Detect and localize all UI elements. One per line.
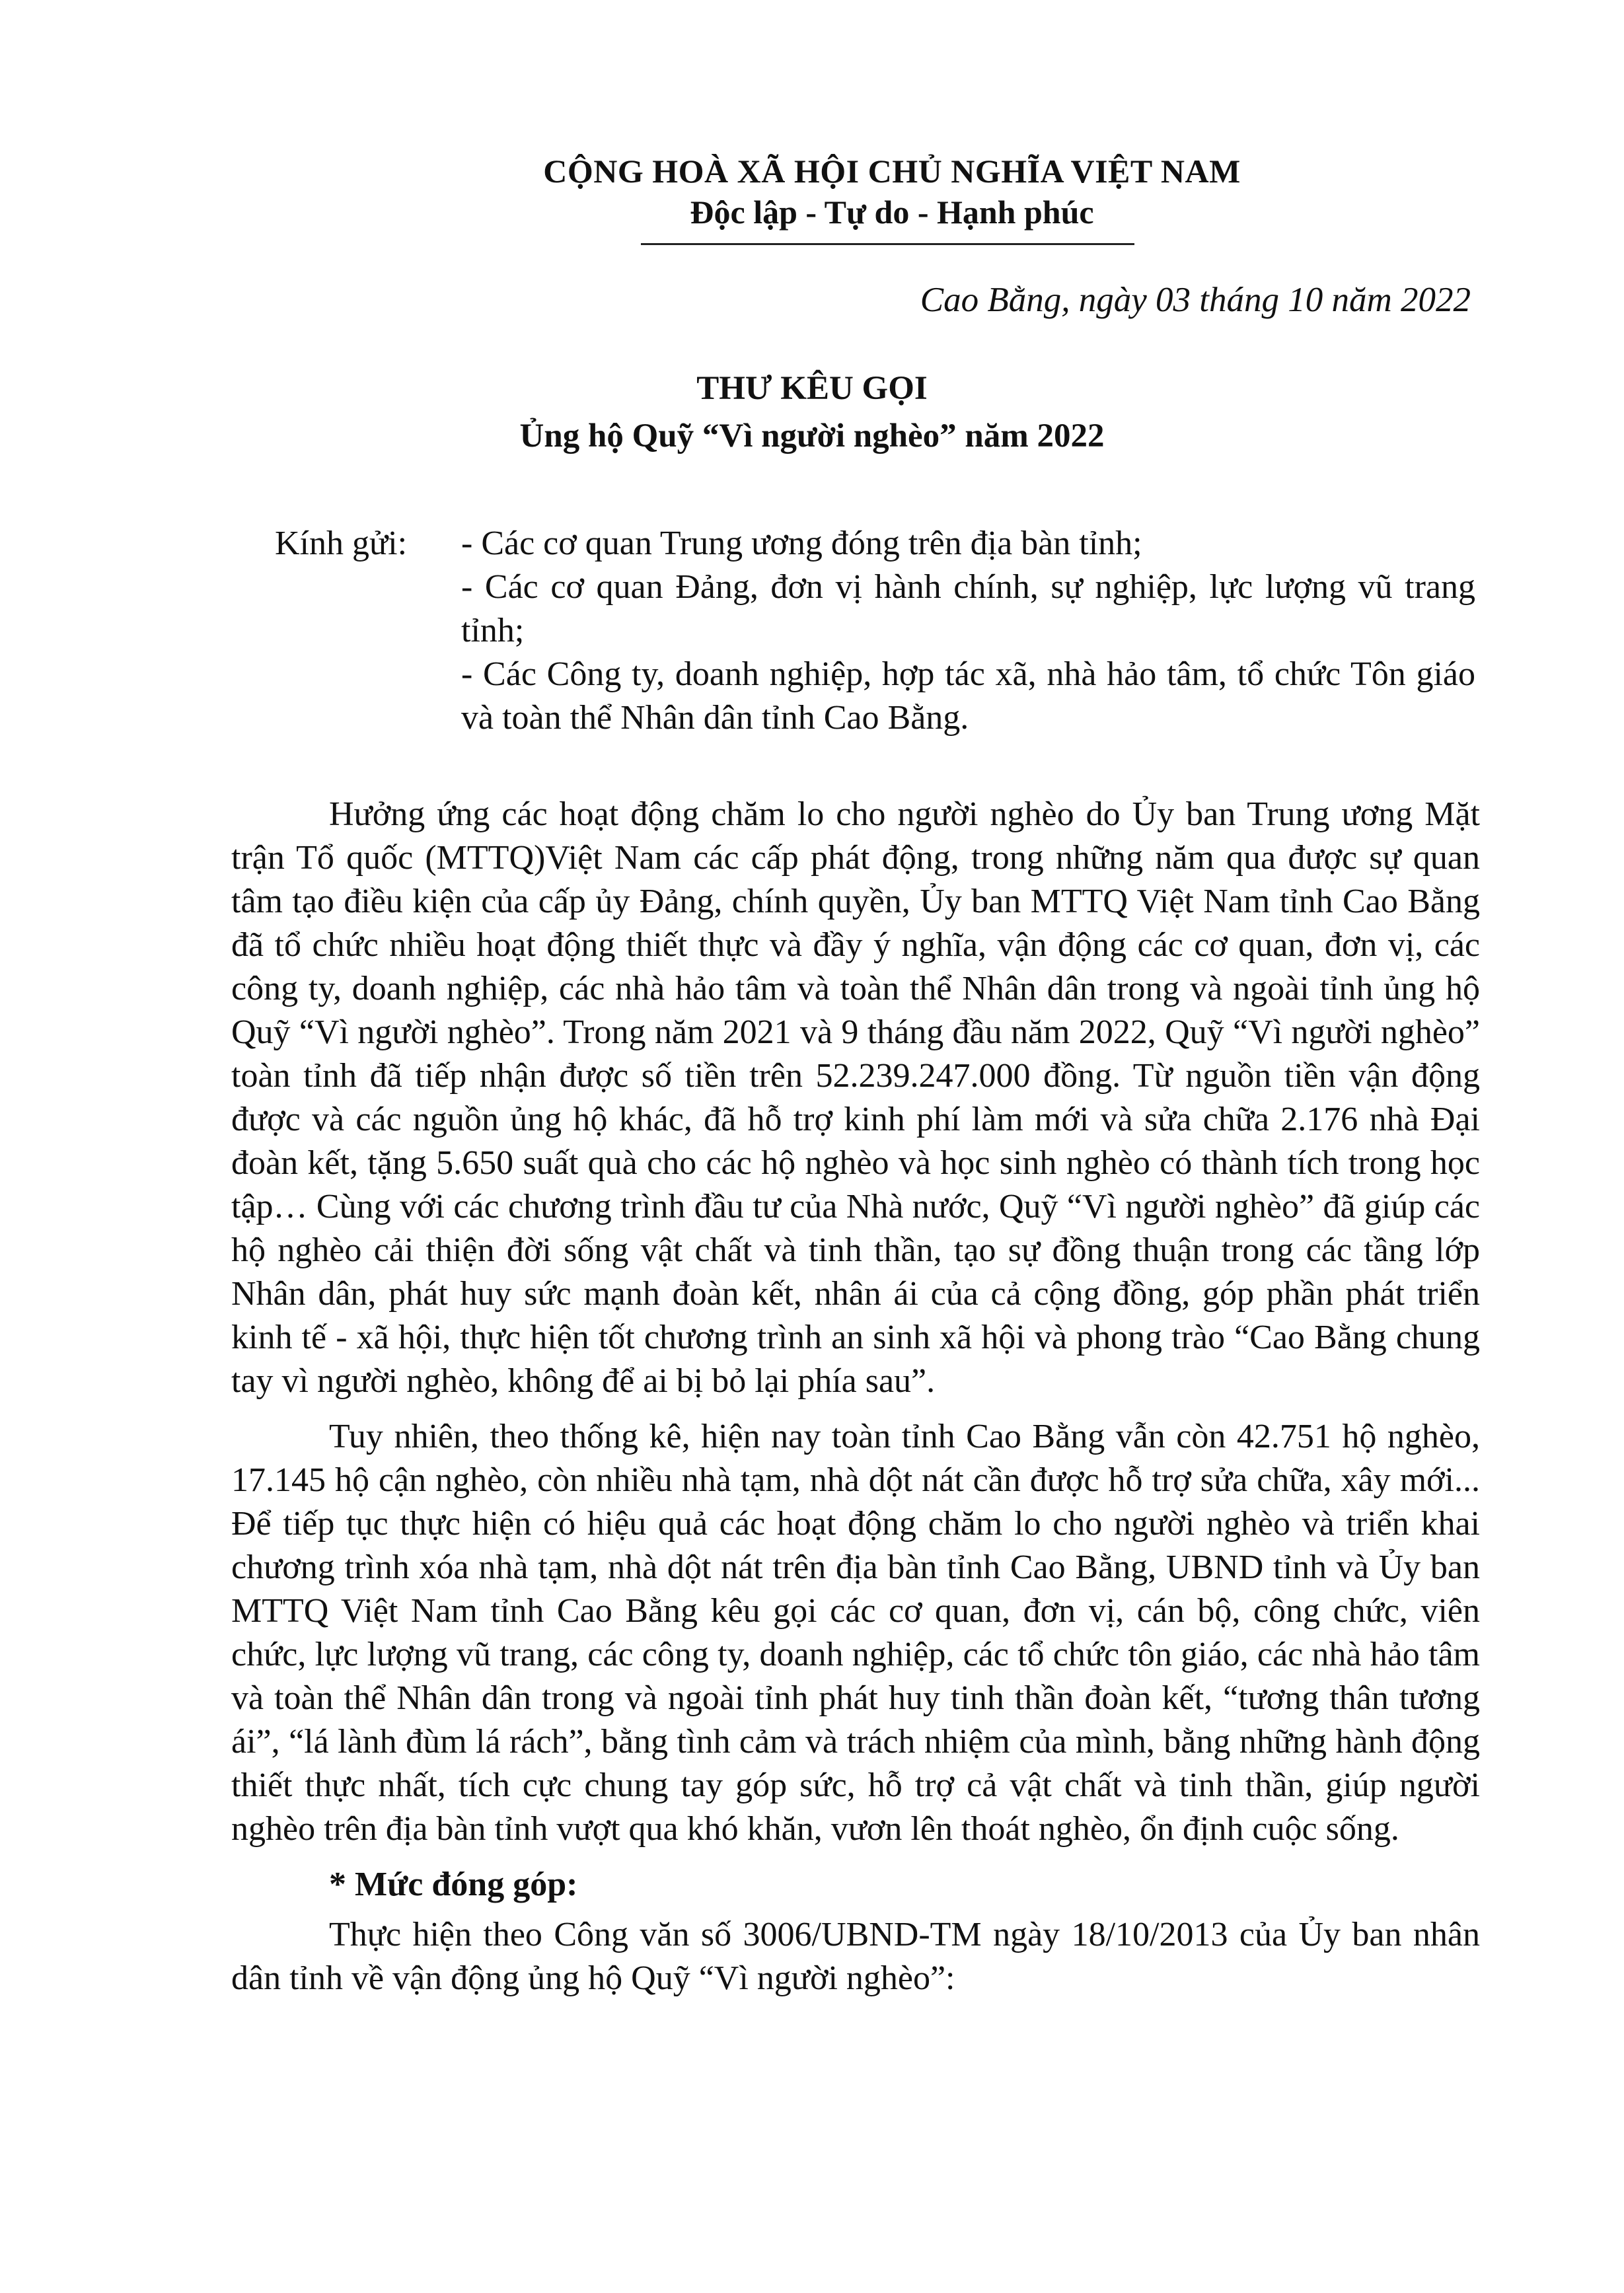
recipient-item: - Các cơ quan Đảng, đơn vị hành chính, sự nghiệp, lực lượng vũ trang tỉnh; [461,568,1475,649]
body-paragraph-2: Tuy nhiên, theo thống kê, hiện nay toàn tỉnh Cao Bằng vẫn còn 42.751 hộ nghèo, 17.145 hộ cận nghèo, còn nhiều nhà tạm, nhà dột nát cần được hỗ trợ sửa chữa, xây mới... Để tiếp tục thực hiện có hiệu quả các hoạt động chăm lo cho người nghèo và triển khai chương trình xóa nhà tạm, nhà dột nát trên địa bàn tỉnh Cao Bằng, UBND tỉnh và Ủy ban MTTQ Việt Nam tỉnh Cao Bằng kêu gọi các cơ quan, đơn vị, cán bộ, công chức, viên chức, lực lượng vũ trang, các công ty, doanh nghiệp, các tổ chức tôn giáo, các nhà hảo tâm và toàn thể Nhân dân trong và ngoài tỉnh phát huy tinh thần đoàn kết, “tương thân tương ái”, “lá lành đùm lá rách”, bằng tình cảm và trách nhiệm của mình, bằng những hành động thiết thực nhất, tích cực chung tay góp sức, hỗ trợ cả vật chất và tinh thần, giúp người nghèo trên địa bàn tỉnh vượt qua khó khăn, vươn lên thoát nghèo, ổn định cuộc sống. [231,1418,1480,1848]
recipient-item: - Các Công ty, doanh nghiệp, hợp tác xã, nhà hảo tâm, tổ chức Tôn giáo và toàn thể Nhân dân tỉnh Cao Bằng. [461,655,1475,737]
title-subtitle: Ủng hộ Quỹ “Vì người nghèo” năm 2022 [519,418,1105,455]
letter-body [231,793,1480,2012]
letter-title [0,367,1624,458]
national-motto: Độc lập - Tự do - Hạnh phúc [690,194,1094,231]
recipients-label: Kính gửi: [275,525,408,562]
contribution-heading: * Mức đóng góp: [329,1866,578,1903]
recipients-list [461,522,1475,740]
motto-underline [641,243,1134,245]
national-header [502,151,1282,233]
title-main: THƯ KÊU GỌI [696,370,928,407]
body-paragraph-1: Hưởng ứng các hoạt động chăm lo cho người nghèo do Ủy ban Trung ương Mặt trận Tổ quốc (MTTQ)Việt Nam các cấp phát động, trong những năm qua được sự quan tâm tạo điều kiện của cấp ủy Đảng, chính quyền, Ủy ban MTTQ Việt Nam tỉnh Cao Bằng đã tổ chức nhiều hoạt động thiết thực và đầy ý nghĩa, vận động các cơ quan, đơn vị, các công ty, doanh nghiệp, các nhà hảo tâm và toàn thể Nhân dân trong và ngoài tỉnh ủng hộ Quỹ “Vì người nghèo”. Trong năm 2021 và 9 tháng đầu năm 2022, Quỹ “Vì người nghèo” toàn tỉnh đã tiếp nhận được số tiền trên 52.239.247.000 đồng. Từ nguồn tiền vận động được và các nguồn ủng hộ khác, đã hỗ trợ kinh phí làm mới và sửa chữa 2.176 nhà Đại đoàn kết, tặng 5.650 suất quà cho các hộ nghèo và học sinh nghèo có thành tích trong học tập… Cùng với các chương trình đầu tư của Nhà nước, Quỹ “Vì người nghèo” đã giúp các hộ nghèo cải thiện đời sống vật chất và tinh thần, tạo sự đồng thuận trong các tầng lớp Nhân dân, phát huy sức mạnh đoàn kết, nhân ái của cả cộng đồng, góp phần phát triển kinh tế - xã hội, thực hiện tốt chương trình an sinh xã hội và phong trào “Cao Bằng chung tay vì người nghèo, không để ai bị bỏ lại phía sau”. [231,795,1480,1400]
body-paragraph-3: Thực hiện theo Công văn số 3006/UBND-TM ngày 18/10/2013 của Ủy ban nhân dân tỉnh về vận động ủng hộ Quỹ “Vì người nghèo”: [231,1916,1480,1997]
place-date-line: Cao Bằng, ngày 03 tháng 10 năm 2022 [920,281,1471,319]
nation-name: CỘNG HOÀ XÃ HỘI CHỦ NGHĨA VIỆT NAM [543,153,1241,190]
recipient-item: - Các cơ quan Trung ương đóng trên địa bàn tỉnh; [461,525,1142,562]
